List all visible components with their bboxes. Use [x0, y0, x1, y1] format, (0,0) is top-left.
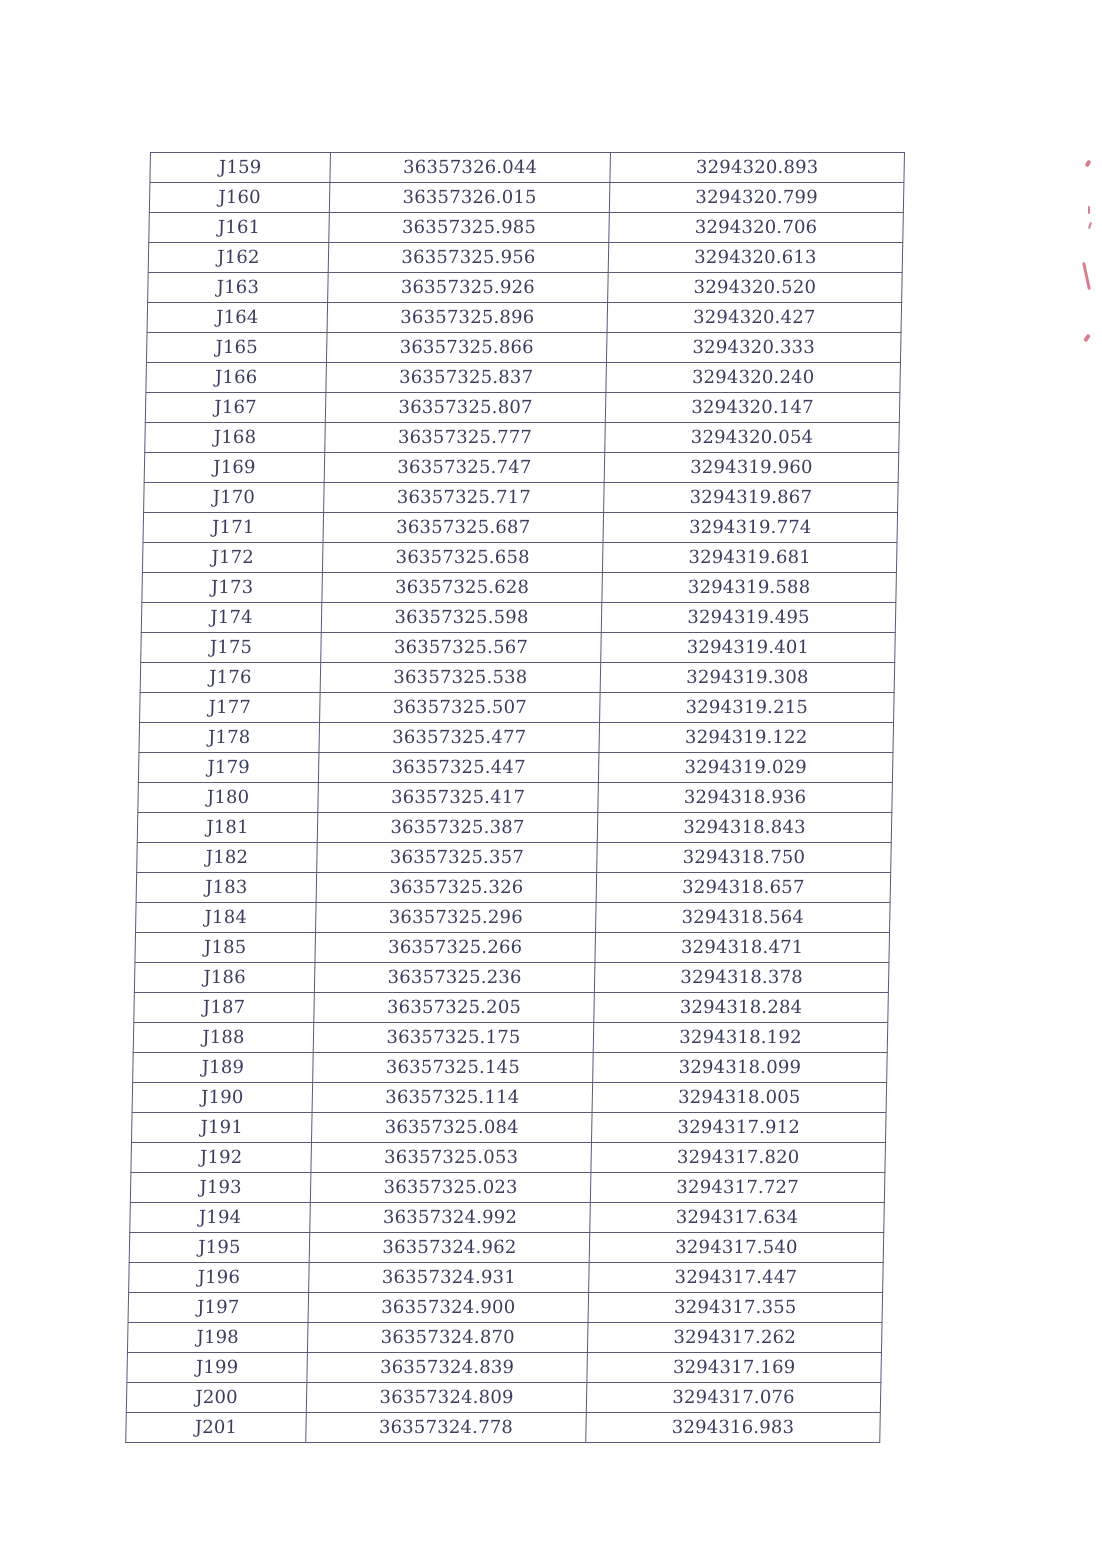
table-row: [138, 783, 893, 813]
y-coordinate-cell: 3294319.495: [601, 603, 896, 633]
stamp-mark: [1083, 334, 1091, 343]
y-coordinate-cell: 3294319.308: [600, 663, 895, 693]
table-row: [145, 423, 900, 453]
point-id-cell: J177: [140, 693, 321, 723]
table-row: [146, 333, 901, 363]
x-coordinate-cell: 36357325.507: [320, 693, 601, 723]
x-coordinate-cell: 36357325.326: [316, 873, 597, 903]
table-row: [139, 723, 894, 753]
table-row: [136, 873, 891, 903]
point-id-cell: J165: [146, 333, 327, 363]
y-coordinate-cell: 3294320.706: [609, 213, 904, 243]
x-coordinate-cell: 36357325.175: [313, 1023, 594, 1053]
table-row: [127, 1353, 882, 1383]
x-coordinate-cell: 36357324.778: [306, 1413, 587, 1443]
point-id-cell: J190: [132, 1083, 313, 1113]
point-id-cell: J185: [135, 933, 316, 963]
point-id-cell: J194: [130, 1203, 311, 1233]
y-coordinate-cell: 3294320.333: [606, 333, 901, 363]
table-row: [148, 243, 903, 273]
point-id-cell: J180: [138, 783, 319, 813]
point-id-cell: J181: [137, 813, 318, 843]
y-coordinate-cell: 3294319.588: [602, 573, 897, 603]
table-row: [126, 1383, 881, 1413]
y-coordinate-cell: 3294318.843: [597, 813, 892, 843]
table-row: [146, 363, 901, 393]
point-id-cell: J191: [131, 1113, 312, 1143]
y-coordinate-cell: 3294320.054: [605, 423, 900, 453]
point-id-cell: J178: [139, 723, 320, 753]
table-row: [131, 1143, 886, 1173]
table-row: [129, 1263, 884, 1293]
point-id-cell: J182: [137, 843, 318, 873]
point-id-cell: J195: [129, 1233, 310, 1263]
point-id-cell: J175: [141, 633, 322, 663]
y-coordinate-cell: 3294317.912: [591, 1113, 886, 1143]
table-row: [142, 573, 897, 603]
x-coordinate-cell: 36357325.387: [317, 813, 598, 843]
stamp-mark: [1085, 159, 1092, 167]
point-id-cell: J201: [126, 1413, 307, 1443]
point-id-cell: J192: [131, 1143, 312, 1173]
table-row: [137, 843, 892, 873]
point-id-cell: J176: [140, 663, 321, 693]
point-id-cell: J193: [130, 1173, 311, 1203]
x-coordinate-cell: 36357325.777: [325, 423, 606, 453]
y-coordinate-cell: 3294317.076: [586, 1383, 881, 1413]
x-coordinate-cell: 36357324.809: [306, 1383, 587, 1413]
x-coordinate-cell: 36357325.807: [325, 393, 606, 423]
x-coordinate-cell: 36357325.985: [329, 213, 610, 243]
y-coordinate-cell: 3294317.820: [591, 1143, 886, 1173]
y-coordinate-cell: 3294317.634: [590, 1203, 885, 1233]
table-row: [138, 753, 893, 783]
x-coordinate-cell: 36357325.658: [322, 543, 603, 573]
x-coordinate-cell: 36357325.567: [321, 633, 602, 663]
table-row: [126, 1413, 881, 1443]
point-id-cell: J169: [144, 453, 325, 483]
x-coordinate-cell: 36357325.628: [322, 573, 603, 603]
point-id-cell: J161: [149, 213, 330, 243]
x-coordinate-cell: 36357325.053: [311, 1143, 592, 1173]
y-coordinate-cell: 3294318.192: [593, 1023, 888, 1053]
point-id-cell: J159: [150, 153, 331, 183]
table-row: [128, 1293, 883, 1323]
y-coordinate-cell: 3294318.471: [595, 933, 890, 963]
y-coordinate-cell: 3294319.774: [603, 513, 898, 543]
x-coordinate-cell: 36357324.900: [308, 1293, 589, 1323]
y-coordinate-cell: 3294319.029: [598, 753, 893, 783]
y-coordinate-cell: 3294318.750: [597, 843, 892, 873]
point-id-cell: J188: [133, 1023, 314, 1053]
x-coordinate-cell: 36357326.015: [329, 183, 610, 213]
x-coordinate-cell: 36357325.114: [312, 1083, 593, 1113]
point-id-cell: J189: [133, 1053, 314, 1083]
y-coordinate-cell: 3294320.799: [609, 183, 904, 213]
table-row: [149, 183, 904, 213]
y-coordinate-cell: 3294320.613: [608, 243, 903, 273]
x-coordinate-cell: 36357325.296: [316, 903, 597, 933]
point-id-cell: J170: [144, 483, 325, 513]
table-row: [132, 1083, 887, 1113]
y-coordinate-cell: 3294319.867: [604, 483, 899, 513]
table-row: [136, 903, 891, 933]
point-id-cell: J197: [128, 1293, 309, 1323]
point-id-cell: J186: [134, 963, 315, 993]
x-coordinate-cell: 36357325.205: [314, 993, 595, 1023]
y-coordinate-cell: 3294317.540: [589, 1233, 884, 1263]
y-coordinate-cell: 3294319.401: [601, 633, 896, 663]
point-id-cell: J199: [127, 1353, 308, 1383]
table-row: [135, 933, 890, 963]
x-coordinate-cell: 36357325.896: [327, 303, 608, 333]
table-row: [142, 543, 897, 573]
table-row: [133, 1053, 888, 1083]
y-coordinate-cell: 3294317.447: [589, 1263, 884, 1293]
y-coordinate-cell: 3294317.169: [587, 1353, 882, 1383]
x-coordinate-cell: 36357324.839: [307, 1353, 588, 1383]
y-coordinate-cell: 3294319.960: [604, 453, 899, 483]
table-row: [134, 993, 889, 1023]
table-row: [134, 963, 889, 993]
point-id-cell: J187: [134, 993, 315, 1023]
point-id-cell: J160: [149, 183, 330, 213]
x-coordinate-cell: 36357325.956: [328, 243, 609, 273]
table-row: [145, 393, 900, 423]
y-coordinate-cell: 3294318.284: [594, 993, 889, 1023]
table-row: [144, 483, 899, 513]
table-row: [130, 1173, 885, 1203]
y-coordinate-cell: 3294320.240: [606, 363, 901, 393]
x-coordinate-cell: 36357325.023: [310, 1173, 591, 1203]
y-coordinate-cell: 3294317.355: [588, 1293, 883, 1323]
table-row: [140, 663, 895, 693]
x-coordinate-cell: 36357325.417: [318, 783, 599, 813]
point-id-cell: J174: [141, 603, 322, 633]
y-coordinate-cell: 3294318.005: [592, 1083, 887, 1113]
table-row: [141, 603, 896, 633]
x-coordinate-cell: 36357325.837: [326, 363, 607, 393]
table-row: [130, 1203, 885, 1233]
x-coordinate-cell: 36357325.477: [319, 723, 600, 753]
point-id-cell: J173: [142, 573, 323, 603]
y-coordinate-cell: 3294320.427: [607, 303, 902, 333]
x-coordinate-cell: 36357325.687: [323, 513, 604, 543]
table-row: [133, 1023, 888, 1053]
y-coordinate-cell: 3294317.262: [587, 1323, 882, 1353]
y-coordinate-cell: 3294319.215: [600, 693, 895, 723]
x-coordinate-cell: 36357325.866: [326, 333, 607, 363]
y-coordinate-cell: 3294318.657: [596, 873, 891, 903]
x-coordinate-cell: 36357325.447: [318, 753, 599, 783]
table-row: [137, 813, 892, 843]
table-row: [148, 273, 903, 303]
table-row: [141, 633, 896, 663]
coordinate-table-container: [125, 152, 904, 1443]
x-coordinate-cell: 36357324.962: [309, 1233, 590, 1263]
point-id-cell: J184: [136, 903, 317, 933]
x-coordinate-cell: 36357324.870: [307, 1323, 588, 1353]
point-id-cell: J166: [146, 363, 327, 393]
x-coordinate-cell: 36357325.717: [324, 483, 605, 513]
stamp-mark: [1082, 262, 1091, 290]
table-row: [129, 1233, 884, 1263]
point-id-cell: J167: [145, 393, 326, 423]
y-coordinate-cell: 3294319.681: [602, 543, 897, 573]
x-coordinate-cell: 36357325.747: [324, 453, 605, 483]
x-coordinate-cell: 36357326.044: [330, 153, 611, 183]
x-coordinate-cell: 36357325.266: [315, 933, 596, 963]
y-coordinate-cell: 3294319.122: [599, 723, 894, 753]
table-row: [143, 513, 898, 543]
point-id-cell: J179: [138, 753, 319, 783]
x-coordinate-cell: 36357325.236: [314, 963, 595, 993]
y-coordinate-cell: 3294320.147: [605, 393, 900, 423]
table-row: [150, 153, 905, 183]
x-coordinate-cell: 36357325.084: [311, 1113, 592, 1143]
x-coordinate-cell: 36357325.926: [328, 273, 609, 303]
point-id-cell: J168: [145, 423, 326, 453]
table-row: [144, 453, 899, 483]
point-id-cell: J172: [142, 543, 323, 573]
coordinate-table-body: [126, 153, 905, 1443]
point-id-cell: J200: [126, 1383, 307, 1413]
x-coordinate-cell: 36357324.992: [310, 1203, 591, 1233]
y-coordinate-cell: 3294318.378: [594, 963, 889, 993]
point-id-cell: J162: [148, 243, 329, 273]
x-coordinate-cell: 36357324.931: [309, 1263, 590, 1293]
y-coordinate-cell: 3294316.983: [586, 1413, 881, 1443]
x-coordinate-cell: 36357325.538: [320, 663, 601, 693]
point-id-cell: J171: [143, 513, 324, 543]
table-row: [140, 693, 895, 723]
point-id-cell: J198: [127, 1323, 308, 1353]
table-row: [147, 303, 902, 333]
y-coordinate-cell: 3294320.520: [608, 273, 903, 303]
x-coordinate-cell: 36357325.598: [321, 603, 602, 633]
x-coordinate-cell: 36357325.145: [313, 1053, 594, 1083]
point-id-cell: J163: [148, 273, 329, 303]
point-id-cell: J196: [129, 1263, 310, 1293]
point-id-cell: J164: [147, 303, 328, 333]
y-coordinate-cell: 3294318.564: [596, 903, 891, 933]
y-coordinate-cell: 3294317.727: [590, 1173, 885, 1203]
x-coordinate-cell: 36357325.357: [317, 843, 598, 873]
table-row: [149, 213, 904, 243]
coordinate-table: [125, 152, 905, 1443]
stamp-mark: [1088, 222, 1092, 229]
table-row: [131, 1113, 886, 1143]
y-coordinate-cell: 3294318.936: [598, 783, 893, 813]
table-row: [127, 1323, 882, 1353]
point-id-cell: J183: [136, 873, 317, 903]
y-coordinate-cell: 3294318.099: [593, 1053, 888, 1083]
stamp-mark: [1088, 206, 1090, 214]
y-coordinate-cell: 3294320.893: [610, 153, 905, 183]
